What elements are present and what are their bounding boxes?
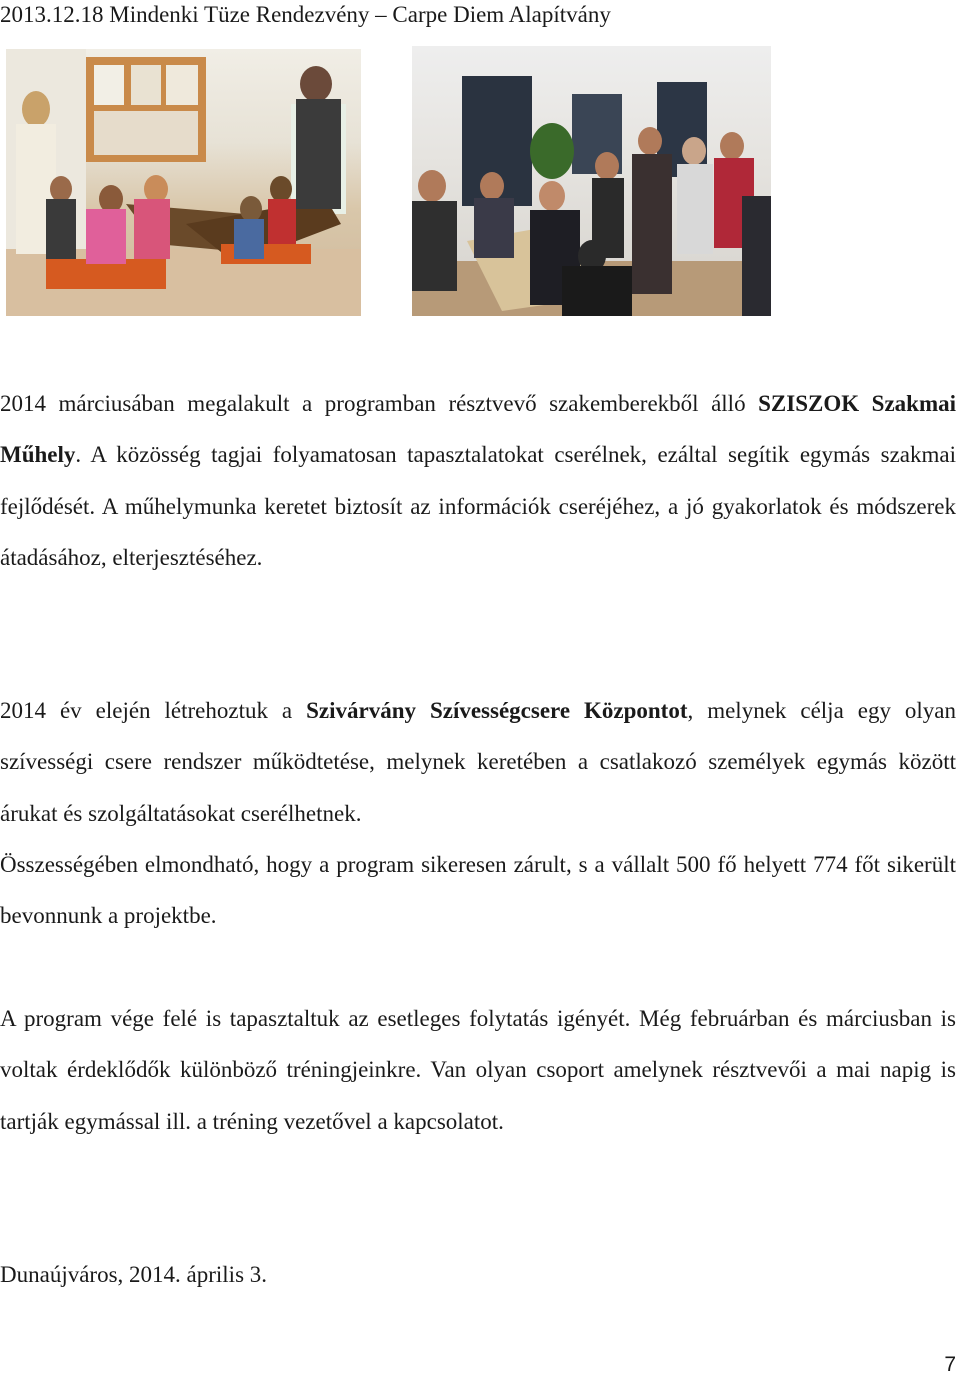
children-crafts-photo — [6, 49, 361, 316]
group-meeting-photo — [412, 46, 771, 316]
photo-caption: 2013.12.18 Mindenki Tüze Rendezvény – Carpe Diem Alapítvány — [0, 2, 611, 27]
place-and-date: Dunaújváros, 2014. április 3. — [0, 1262, 268, 1287]
favor-exchange-center-name: Szivárvány Szívességcsere Központot — [306, 698, 688, 723]
paragraph-favor-exchange — [0, 685, 956, 839]
paragraph-summary: Összességében elmondható, hogy a program sikeresen zárult, s a vállalt 500 fő helyett 774 főt sikerült bevonnunk a projektbe. — [0, 852, 956, 929]
paragraph-favor-text-a: 2014 év elején létrehoztuk a — [0, 698, 307, 723]
page-number: 7 — [944, 1353, 956, 1376]
paragraph-workshop-text-a: 2014 márciusában megalakult a programban résztvevő szakemberekből álló — [0, 391, 759, 416]
paragraph-continuation: A program vége felé is tapasztaltuk az esetleges folytatás igényét. Még februárban és márciusban is voltak érdeklődők különböző tréningjeinkre. Van olyan csoport amelynek résztvevői a mai napig is tartják egymással ill. a tréning vezetővel a kapcsolatot. — [0, 1006, 956, 1134]
paragraph-workshop-text-c: . A közösség tagjai folyamatosan tapasztalatokat cserélnek, ezáltal segítik egymás szakmai fejlődését. A műhelymunka keretet biztosít az információk cseréjéhez, a jó gyakorlatok és módszerek átadásához, elterjesztéséhez. — [0, 442, 956, 571]
paragraph-workshop — [0, 378, 956, 584]
paragraph-favor-text-c: , melynek célja egy olyan szívességi csere rendszer működtetése, melynek keretében a csatlakozó személyek egymás között árukat és szolgáltatásokat cserélhetnek. — [0, 698, 957, 826]
workshop-name: SZISZOK Szakmai Műhely — [0, 391, 957, 468]
